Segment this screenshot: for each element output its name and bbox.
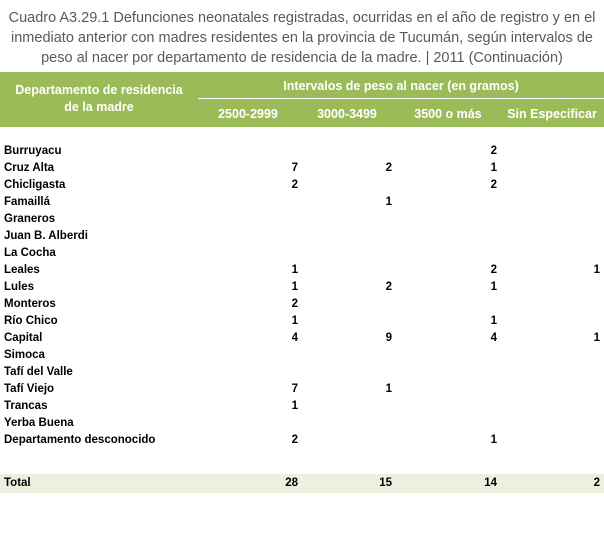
department-name: Juan B. Alberdi (4, 230, 88, 242)
table-cell: 1 (291, 264, 298, 276)
table-row (0, 313, 604, 330)
table-row (0, 177, 604, 194)
table-row (0, 194, 604, 211)
department-name: Río Chico (4, 315, 58, 327)
table-cell: 7 (291, 383, 298, 395)
table-cell: 2 (490, 179, 497, 191)
table-row (0, 381, 604, 398)
column-header-2500-2999: 2500-2999 (218, 107, 278, 121)
column-header-3500-o-mas: 3500 o más (414, 107, 482, 121)
department-name: Leales (4, 264, 40, 276)
table-cell: 7 (291, 162, 298, 174)
table-caption (0, 8, 604, 68)
table-row (0, 279, 604, 296)
table-row (0, 211, 604, 228)
table-cell: 4 (291, 332, 298, 344)
table-cell: 2 (490, 264, 497, 276)
department-name: Chicligasta (4, 179, 66, 191)
table-row (0, 398, 604, 415)
weight-interval-group-header: Intervalos de peso al nacer (en gramos) (283, 79, 519, 93)
total-label: Total (4, 477, 31, 489)
table-row (0, 262, 604, 279)
department-name: Capital (4, 332, 43, 344)
table-cell: 1 (490, 162, 497, 174)
table-row (0, 245, 604, 262)
department-header-line-2: de la madre (64, 100, 134, 114)
department-name: Lules (4, 281, 35, 293)
total-2500-2999: 28 (285, 477, 298, 489)
table-cell: 1 (593, 332, 600, 344)
table-row (0, 432, 604, 449)
column-header-sin-especificar: Sin Especificar (507, 107, 597, 121)
table-cell: 1 (291, 400, 298, 412)
table-cell: 2 (385, 281, 392, 293)
table-cell: 4 (490, 332, 497, 344)
department-name: Tafí Viejo (4, 383, 55, 395)
department-name: Simoca (4, 349, 45, 361)
department-name: La Cocha (4, 247, 56, 259)
table-body (0, 143, 604, 449)
department-header-line-1: Departamento de residencia (15, 83, 183, 97)
table-cell: 1 (385, 383, 392, 395)
department-column-header (0, 82, 198, 116)
table-cell: 2 (291, 434, 298, 446)
department-name: Graneros (4, 213, 56, 225)
column-header-3000-3499: 3000-3499 (317, 107, 377, 121)
table-header (0, 72, 604, 127)
table-cell: 9 (385, 332, 392, 344)
table-row (0, 347, 604, 364)
department-name: Burruyacu (4, 145, 62, 157)
table-cell: 2 (291, 298, 298, 310)
table-cell: 1 (385, 196, 392, 208)
table-cell: 1 (593, 264, 600, 276)
table-row (0, 228, 604, 245)
total-3000-3499: 15 (379, 477, 392, 489)
department-name: Monteros (4, 298, 56, 310)
table-cell: 1 (291, 281, 298, 293)
total-3500-o-mas: 14 (484, 477, 497, 489)
table-row (0, 330, 604, 347)
department-name: Yerba Buena (4, 417, 74, 429)
table-cell: 2 (291, 179, 298, 191)
table-row (0, 415, 604, 432)
department-name: Famaillá (4, 196, 51, 208)
table-cell: 2 (385, 162, 392, 174)
department-name: Cruz Alta (4, 162, 55, 174)
table-cell: 1 (490, 434, 497, 446)
group-header-divider (198, 98, 604, 99)
table-row (0, 143, 604, 160)
table-cell: 1 (490, 315, 497, 327)
caption-line-1: Cuadro A3.29.1 Defunciones neonatales registradas, ocurridas en el año de registro y en el (8, 10, 596, 26)
department-name: Trancas (4, 400, 48, 412)
table-cell: 1 (490, 281, 497, 293)
caption-line-3: peso al nacer por departamento de residencia de la madre. | 2011 (Continuación) (41, 50, 563, 66)
total-sin-especificar: 2 (593, 477, 600, 489)
table-cell: 1 (291, 315, 298, 327)
table-row (0, 364, 604, 381)
table-row (0, 296, 604, 313)
caption-line-2: inmediato anterior con madres residentes en la provincia de Tucumán, según intervalos de (11, 30, 593, 46)
table-row (0, 160, 604, 177)
department-name: Departamento desconocido (4, 434, 156, 446)
table-cell: 2 (490, 145, 497, 157)
department-name: Tafí del Valle (4, 366, 73, 378)
total-row (0, 474, 604, 493)
